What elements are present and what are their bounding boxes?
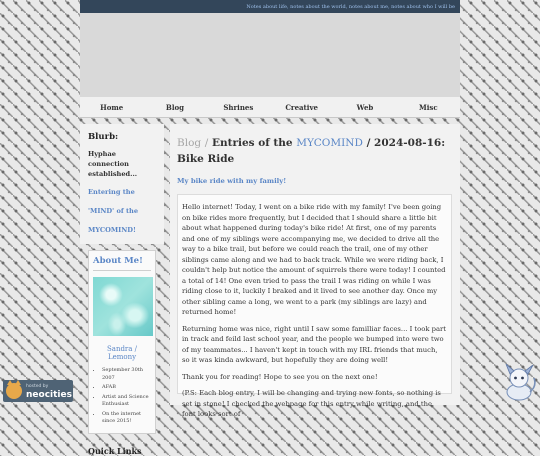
blurb-enter-link[interactable]: Entering the 'MIND' of the MYCOMIND! [88,188,139,234]
entry-title: / 2024-08-16: Bike Ride [177,137,446,165]
page-title [177,135,452,167]
breadcrumb-blog-link[interactable]: Blog [177,137,202,149]
post-paragraph: (P.S: Each blog entry, I will be changing and trying new fonts, so nothing is set in stone! I checked the webpage for this entry while writing, and the font looks sort of [182,389,441,418]
post-paragraph: Hello internet! Today, I went on a bike ride with my family! I've been going on bike rides more frequently, but I decided that I should share a little bit about what happened during today's bike ride! At first, one of my parents and one of my siblings were accompanying me, we decided to drive all the way to a bike trail, but before we could reach the trail, one of my other siblings came along and we had to back track. While we were riding back, I couldn't help but notice the amount of squirrels there were today! I counted a total of 14! One even tried to pass the trail I was riding on while I was riding close to it, luckily I braked and it lived to see another day. Once my other sibling came a long, we went to a park (my siblings are lazy) and returned home! [182,203,446,316]
mascot-sprite-icon [500,362,538,402]
nav-home-link[interactable]: Home [100,102,124,112]
profile-picture [93,277,153,336]
about-fact-online-since: • On the internet since 2015! [102,411,151,426]
nav-shrines-link[interactable]: Shrines [223,102,254,112]
neocities-cat-icon [6,383,22,399]
post-title-link[interactable]: My bike ride with my family! [177,177,287,185]
nav-creative-link[interactable]: Creative [285,102,318,112]
nav-blog-link[interactable]: Blog [165,102,185,112]
post-paragraph: Returning home was nice, right until I saw some familliar faces... I took part in track and feild last school year, and the people we bumped into were two of my teammates... I haven't kept in touch with my IRL friends that much, so it was kinda awkward, but hopefully they are doing well! [182,324,446,364]
about-me-title: About Me! [93,256,151,271]
top-bar [80,0,460,13]
badge-small-text: hosted by [26,384,49,389]
about-fact-birthday: • September 30th 2007 [102,367,151,382]
badge-big-text: neocities [26,390,72,400]
post-paragraph: Thank you for reading! Hope to see you on the next one! [182,372,378,381]
breadcrumb-separator: / [204,137,209,149]
title-prefix: Entries of the [211,137,293,149]
about-fact-hobby: • Artist and Science Enthusiast [102,394,151,409]
about-facts-list [93,367,151,426]
about-name: Sandra / Lemony [106,345,138,361]
main-content [170,124,460,418]
site-name-link[interactable]: MYCOMIND [296,137,363,149]
quick-links-title: Quick Links [88,445,142,456]
blurb-text: Hyphae connection established... [88,150,138,178]
post-body [177,194,452,418]
site-tagline: Notes about life, notes about the world, notes about me, notes about who I will be [246,4,455,10]
blurb-box [80,124,164,244]
nav-misc-link[interactable]: Misc [418,102,438,112]
neocities-badge[interactable] [3,380,73,402]
sidebar [80,124,164,456]
neocities-badge-text [26,383,72,399]
nav-web-link[interactable]: Web [356,102,374,112]
header-banner [80,13,460,97]
about-fact-gender: • AFAB [102,384,151,392]
blurb-title: Blurb: [88,132,119,142]
about-me-box [88,250,156,434]
main-nav [80,97,460,118]
